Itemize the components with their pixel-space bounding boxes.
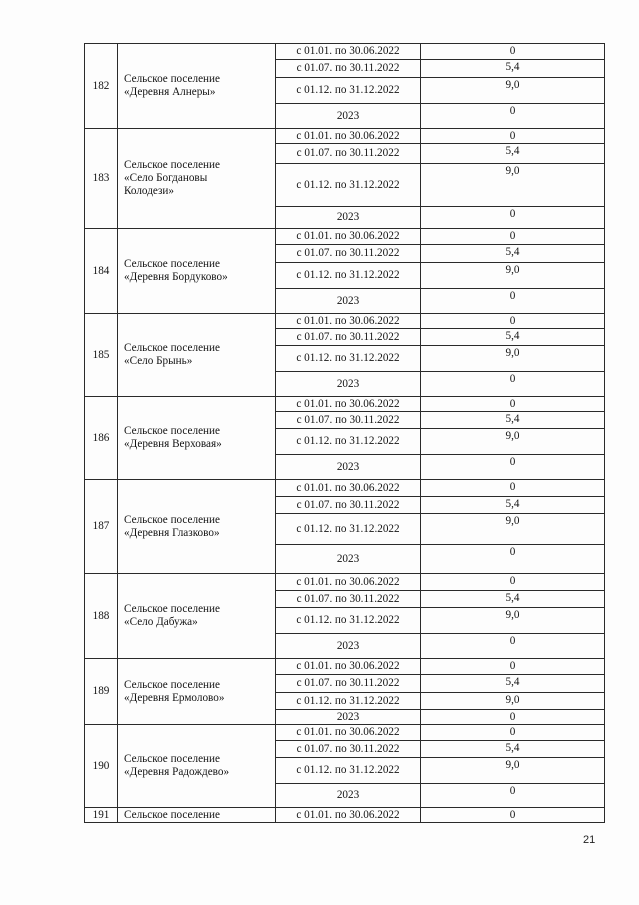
settlement-name bbox=[118, 314, 276, 397]
value-cell: 0 bbox=[421, 808, 605, 823]
value-cell: 0 bbox=[421, 44, 605, 60]
period-cell: с 01.01. по 30.06.2022 bbox=[276, 129, 421, 144]
value-cell: 5,4 bbox=[421, 741, 605, 758]
value-cell: 5,4 bbox=[421, 329, 605, 346]
table-row bbox=[85, 574, 605, 591]
period-cell: с 01.07. по 30.11.2022 bbox=[276, 60, 421, 78]
value-cell: 0 bbox=[421, 104, 605, 129]
value-cell: 0 bbox=[421, 314, 605, 329]
period-cell: с 01.12. по 31.12.2022 bbox=[276, 78, 421, 104]
settlement-name bbox=[118, 397, 276, 480]
period-cell: 2023 bbox=[276, 710, 421, 725]
period-cell: с 01.07. по 30.11.2022 bbox=[276, 412, 421, 429]
period-cell: с 01.12. по 31.12.2022 bbox=[276, 346, 421, 372]
row-number: 189 bbox=[85, 659, 118, 725]
settlement-name: Сельское поселение bbox=[118, 808, 276, 823]
settlement-name-line: Сельское поселение bbox=[124, 73, 220, 85]
period-cell: 2023 bbox=[276, 634, 421, 659]
period-cell: с 01.12. по 31.12.2022 bbox=[276, 164, 421, 207]
period-cell: с 01.12. по 31.12.2022 bbox=[276, 514, 421, 545]
value-cell: 0 bbox=[421, 129, 605, 144]
settlement-name-line: Сельское поселение bbox=[124, 513, 220, 526]
settlement-name bbox=[118, 229, 276, 314]
settlement-name-line: Сельское поселение bbox=[124, 342, 220, 354]
period-cell: с 01.07. по 30.11.2022 bbox=[276, 741, 421, 758]
period-cell: с 01.01. по 30.06.2022 bbox=[276, 480, 421, 497]
row-number: 182 bbox=[85, 44, 118, 129]
period-cell: 2023 bbox=[276, 289, 421, 314]
value-cell: 5,4 bbox=[421, 245, 605, 263]
period-cell: с 01.07. по 30.11.2022 bbox=[276, 497, 421, 514]
value-cell: 9,0 bbox=[421, 758, 605, 784]
settlement-name-line: Колодези» bbox=[124, 185, 174, 197]
settlement-name-line: «Село Богдановы bbox=[124, 172, 208, 184]
row-number: 183 bbox=[85, 129, 118, 229]
settlement-name bbox=[118, 480, 276, 574]
period-cell: с 01.07. по 30.11.2022 bbox=[276, 675, 421, 693]
value-cell: 0 bbox=[421, 545, 605, 574]
settlement-name bbox=[118, 725, 276, 808]
period-cell: с 01.01. по 30.06.2022 bbox=[276, 659, 421, 675]
table-row bbox=[85, 397, 605, 412]
table-row bbox=[85, 229, 605, 245]
row-number: 187 bbox=[85, 480, 118, 574]
settlement-name bbox=[118, 659, 276, 725]
value-cell: 0 bbox=[421, 659, 605, 675]
table-row bbox=[85, 129, 605, 144]
period-cell: с 01.07. по 30.11.2022 bbox=[276, 245, 421, 263]
settlement-name bbox=[118, 44, 276, 129]
settlement-name-line: «Село Дабужа» bbox=[124, 616, 198, 628]
table-row bbox=[85, 659, 605, 675]
period-cell: с 01.12. по 31.12.2022 bbox=[276, 693, 421, 710]
value-cell: 0 bbox=[421, 397, 605, 412]
row-number: 184 bbox=[85, 229, 118, 314]
table-row bbox=[85, 44, 605, 60]
value-cell: 9,0 bbox=[421, 164, 605, 207]
value-cell: 0 bbox=[421, 372, 605, 397]
value-cell: 5,4 bbox=[421, 675, 605, 693]
period-cell: с 01.12. по 31.12.2022 bbox=[276, 429, 421, 455]
settlement-name-line: Сельское поселение bbox=[124, 603, 220, 615]
table-row bbox=[85, 808, 605, 823]
table-row bbox=[85, 314, 605, 329]
period-cell: 2023 bbox=[276, 104, 421, 129]
period-cell: с 01.01. по 30.06.2022 bbox=[276, 44, 421, 60]
value-cell: 5,4 bbox=[421, 497, 605, 514]
value-cell: 0 bbox=[421, 725, 605, 741]
value-cell: 5,4 bbox=[421, 144, 605, 164]
value-cell: 0 bbox=[421, 207, 605, 229]
value-cell: 9,0 bbox=[421, 693, 605, 710]
rates-table bbox=[84, 43, 605, 823]
settlement-name-line: Сельское поселение bbox=[124, 258, 220, 270]
row-number: 185 bbox=[85, 314, 118, 397]
period-cell: с 01.01. по 30.06.2022 bbox=[276, 314, 421, 329]
settlement-name-line: «Деревня Радождево» bbox=[124, 766, 230, 778]
value-cell: 5,4 bbox=[421, 412, 605, 429]
row-number: 186 bbox=[85, 397, 118, 480]
value-cell: 0 bbox=[421, 229, 605, 245]
settlement-name-line: «Деревня Ермолово» bbox=[124, 691, 225, 704]
value-cell: 9,0 bbox=[421, 608, 605, 634]
period-cell: 2023 bbox=[276, 455, 421, 480]
period-cell: с 01.12. по 31.12.2022 bbox=[276, 263, 421, 289]
settlement-name-line: «Деревня Верховая» bbox=[124, 438, 222, 450]
value-cell: 0 bbox=[421, 574, 605, 591]
value-cell: 0 bbox=[421, 634, 605, 659]
row-number: 191 bbox=[85, 808, 118, 823]
row-number: 190 bbox=[85, 725, 118, 808]
settlement-name bbox=[118, 129, 276, 229]
value-cell: 0 bbox=[421, 455, 605, 480]
settlement-name bbox=[118, 574, 276, 659]
period-cell: 2023 bbox=[276, 207, 421, 229]
period-cell: 2023 bbox=[276, 372, 421, 397]
period-cell: с 01.01. по 30.06.2022 bbox=[276, 808, 421, 823]
value-cell: 0 bbox=[421, 710, 605, 725]
period-cell: 2023 bbox=[276, 784, 421, 808]
period-cell: с 01.01. по 30.06.2022 bbox=[276, 397, 421, 412]
settlement-name-line: «Деревня Бордуково» bbox=[124, 271, 228, 283]
value-cell: 9,0 bbox=[421, 263, 605, 289]
period-cell: с 01.07. по 30.11.2022 bbox=[276, 329, 421, 346]
value-cell: 9,0 bbox=[421, 78, 605, 104]
value-cell: 5,4 bbox=[421, 591, 605, 608]
period-cell: 2023 bbox=[276, 545, 421, 574]
period-cell: с 01.07. по 30.11.2022 bbox=[276, 591, 421, 608]
value-cell: 9,0 bbox=[421, 429, 605, 455]
value-cell: 9,0 bbox=[421, 346, 605, 372]
settlement-name-line: «Деревня Алнеры» bbox=[124, 86, 216, 98]
period-cell: с 01.01. по 30.06.2022 bbox=[276, 725, 421, 741]
value-cell: 0 bbox=[421, 480, 605, 497]
settlement-name-line: Сельское поселение bbox=[124, 678, 220, 691]
table-row bbox=[85, 480, 605, 497]
settlement-name-line: Сельское поселение bbox=[124, 159, 220, 171]
period-cell: с 01.12. по 31.12.2022 bbox=[276, 758, 421, 784]
period-cell: с 01.01. по 30.06.2022 bbox=[276, 574, 421, 591]
value-cell: 5,4 bbox=[421, 60, 605, 78]
settlement-name-line: Сельское поселение bbox=[124, 425, 220, 437]
value-cell: 0 bbox=[421, 784, 605, 808]
settlement-name-line: «Деревня Глазково» bbox=[124, 526, 220, 539]
table-row bbox=[85, 725, 605, 741]
row-number: 188 bbox=[85, 574, 118, 659]
value-cell: 0 bbox=[421, 289, 605, 314]
value-cell: 9,0 bbox=[421, 514, 605, 545]
period-cell: с 01.12. по 31.12.2022 bbox=[276, 608, 421, 634]
page-number: 21 bbox=[583, 834, 596, 846]
period-cell: с 01.01. по 30.06.2022 bbox=[276, 229, 421, 245]
period-cell: с 01.07. по 30.11.2022 bbox=[276, 144, 421, 164]
settlement-name-line: «Село Брынь» bbox=[124, 355, 193, 367]
settlement-name-line: Сельское поселение bbox=[124, 753, 220, 765]
